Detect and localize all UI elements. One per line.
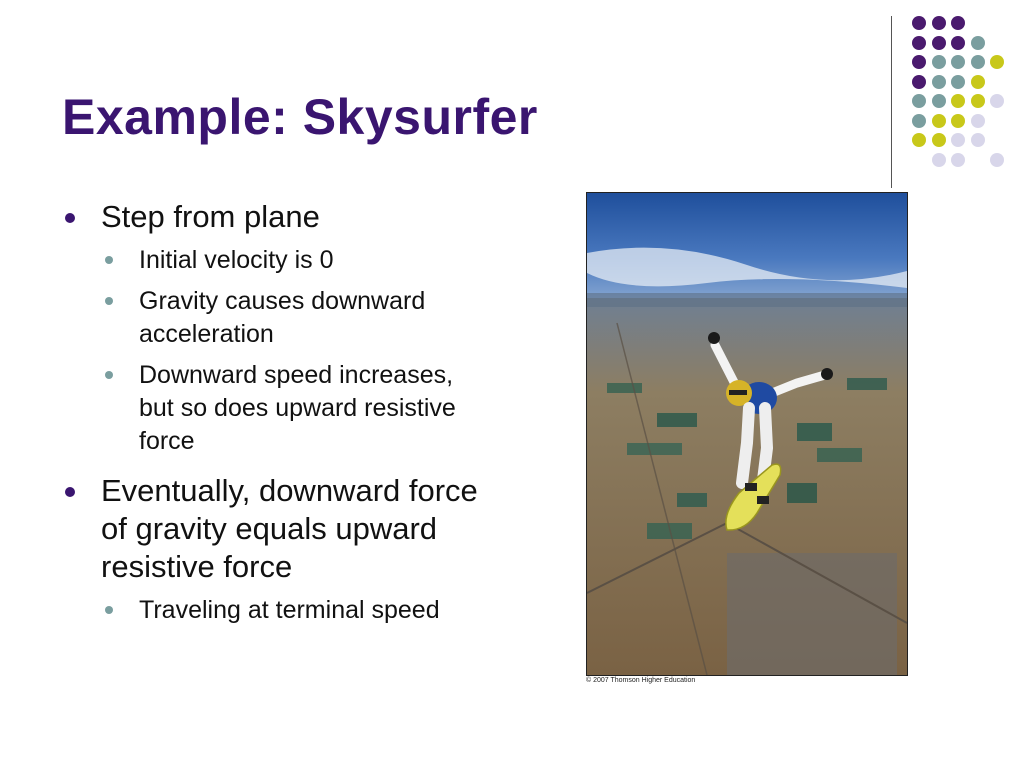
- sub-bullet-speed-increases: Downward speed increases, but so does upward resistive force: [62, 359, 482, 458]
- bullet-list: [62, 198, 482, 627]
- decorative-dot: [990, 94, 1004, 108]
- decorative-dot: [990, 153, 1004, 167]
- decorative-dot: [912, 75, 926, 89]
- decorative-dot: [951, 114, 965, 128]
- decorative-dot: [932, 75, 946, 89]
- decorative-dot: [990, 55, 1004, 69]
- decorative-dot: [912, 133, 926, 147]
- decorative-dot: [932, 94, 946, 108]
- decorative-dot: [951, 153, 965, 167]
- decorative-dot: [912, 16, 926, 30]
- decorative-dot: [932, 133, 946, 147]
- bullet-step-from-plane: Step from plane: [62, 198, 482, 236]
- decorative-dot: [912, 36, 926, 50]
- decorative-dot: [912, 114, 926, 128]
- decorative-dot: [932, 55, 946, 69]
- decorative-dot: [951, 75, 965, 89]
- decorative-dot: [951, 16, 965, 30]
- decorative-dot: [971, 55, 985, 69]
- decorative-dot: [971, 94, 985, 108]
- bullet-eventually-equal: Eventually, downward force of gravity equals upward resistive force: [62, 472, 482, 586]
- decorative-dot: [951, 36, 965, 50]
- decorative-dot: [971, 133, 985, 147]
- decorative-dot: [932, 114, 946, 128]
- sub-bullet-initial-velocity: Initial velocity is 0: [62, 244, 482, 277]
- decorative-dot: [951, 94, 965, 108]
- decorative-dot: [932, 153, 946, 167]
- decorative-dot: [971, 114, 985, 128]
- decorative-dot: [971, 36, 985, 50]
- sub-bullet-gravity-acceleration: Gravity causes downward acceleration: [62, 285, 482, 351]
- decorative-dot: [951, 55, 965, 69]
- image-caption: © 2007 Thomson Higher Education: [586, 677, 696, 684]
- decorative-dot: [932, 16, 946, 30]
- decorative-dot: [932, 36, 946, 50]
- skysurfer-photo: [586, 192, 908, 676]
- decorative-divider: [891, 16, 892, 188]
- slide-title: Example: Skysurfer: [62, 89, 538, 145]
- decorative-dot: [912, 94, 926, 108]
- sub-bullet-terminal-speed: Traveling at terminal speed: [62, 594, 482, 627]
- decorative-dot: [971, 75, 985, 89]
- decorative-dot: [951, 133, 965, 147]
- decorative-dot: [912, 55, 926, 69]
